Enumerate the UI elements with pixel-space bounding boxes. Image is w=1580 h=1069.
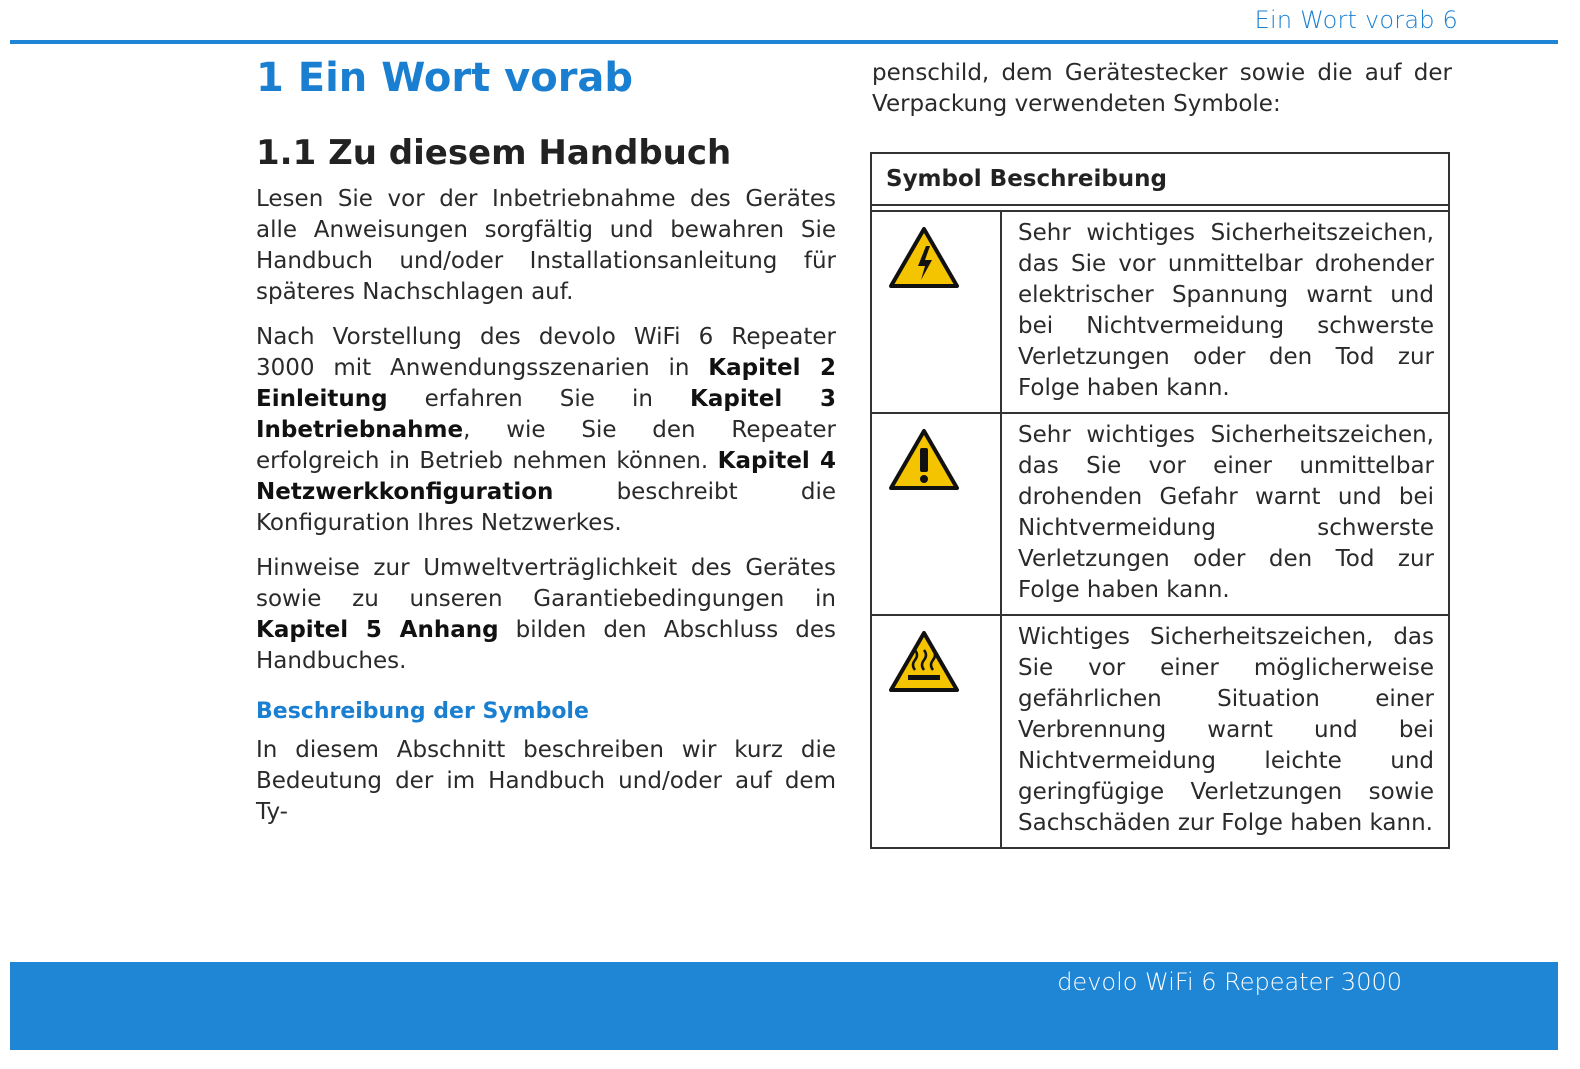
paragraph-chapters [256, 322, 836, 539]
table-row [871, 615, 1449, 848]
text-run: Nach Vorstellung des devolo WiFi 6 Repeater 3000 mit Anwendungsszenarien in [256, 324, 836, 381]
table-header-row [871, 153, 1449, 205]
left-column [256, 52, 836, 842]
text-run: erfahren Sie in [387, 386, 691, 412]
text-run: , wie Sie den Repeater erfolgreich in Betrieb nehmen können. [256, 417, 836, 474]
text-run: bilden den Abschluss des Handbuches. [256, 617, 837, 674]
icon-cell [871, 211, 1001, 413]
footer-product-name: devolo WiFi 6 Repeater 3000 [1057, 968, 1402, 996]
running-header: Ein Wort vorab 6 [1254, 6, 1458, 34]
general-warning-icon [888, 428, 960, 492]
chapter-title: 1 Ein Wort vorab [256, 55, 634, 101]
table-header: Symbol Beschreibung [871, 153, 1449, 205]
right-column [872, 58, 1452, 120]
paragraph-continuation: penschild, dem Gerätestecker sowie die auf der Verpackung verwendeten Symbole: [872, 60, 1452, 117]
paragraph-symbols: In diesem Abschnitt beschreiben wir kurz die Bedeutung der im Handbuch und/oder auf dem Ty- [256, 737, 836, 825]
chapter-ref-5: Kapitel 5 Anhang [256, 617, 499, 643]
paragraph-appendix [256, 553, 836, 677]
table-row [871, 413, 1449, 615]
table-row [871, 211, 1449, 413]
electric-hazard-icon [888, 226, 960, 290]
icon-cell [871, 615, 1001, 848]
description-cell: Sehr wichtiges Sicherheitszeichen, das Sie vor einer unmittelbar drohenden Gefahr warnt und bei Nichtvermeidung schwerste Verletzungen oder den Tod zur Folge haben kann. [1001, 413, 1449, 615]
header-rule [10, 40, 1558, 44]
chapter-ref-3: Kapitel 3 Inbetriebnahme [256, 386, 836, 443]
icon-cell [871, 413, 1001, 615]
description-cell: Sehr wichtiges Sicherheitszeichen, das Sie vor unmittelbar drohender elektrischer Spannung warnt und bei Nichtvermeidung schwerste Verletzungen oder den Tod zur Folge haben kann. [1001, 211, 1449, 413]
symbols-subheading: Beschreibung der Symbole [256, 699, 589, 724]
section-title: 1.1 Zu diesem Handbuch [256, 133, 732, 173]
chapter-ref-2: Kapitel 2 Einleitung [256, 355, 836, 412]
paragraph-intro: Lesen Sie vor der Inbetriebnahme des Gerätes alle Anweisungen sorgfältig und bewahren Sie Handbuch und/oder Installationsanleitung für späteres Nachschlagen auf. [256, 186, 836, 305]
chapter-ref-4: Kapitel 4 Netzwerkkonfiguration [256, 448, 836, 505]
hot-surface-icon [888, 630, 960, 694]
text-run: beschreibt die Konfiguration Ihres Netzwerkes. [256, 479, 836, 536]
description-cell: Wichtiges Sicherheitszeichen, das Sie vor einer möglicherweise gefährlichen Situation einer Verbrennung warnt und bei Nichtvermeidung leichte und geringfügige Verletzungen sowie Sachschäden zur Folge haben kann. [1001, 615, 1449, 848]
symbols-table [870, 152, 1450, 849]
text-run: Hinweise zur Umweltverträglichkeit des Gerätes sowie zu unseren Garantiebedingungen in [256, 555, 836, 612]
